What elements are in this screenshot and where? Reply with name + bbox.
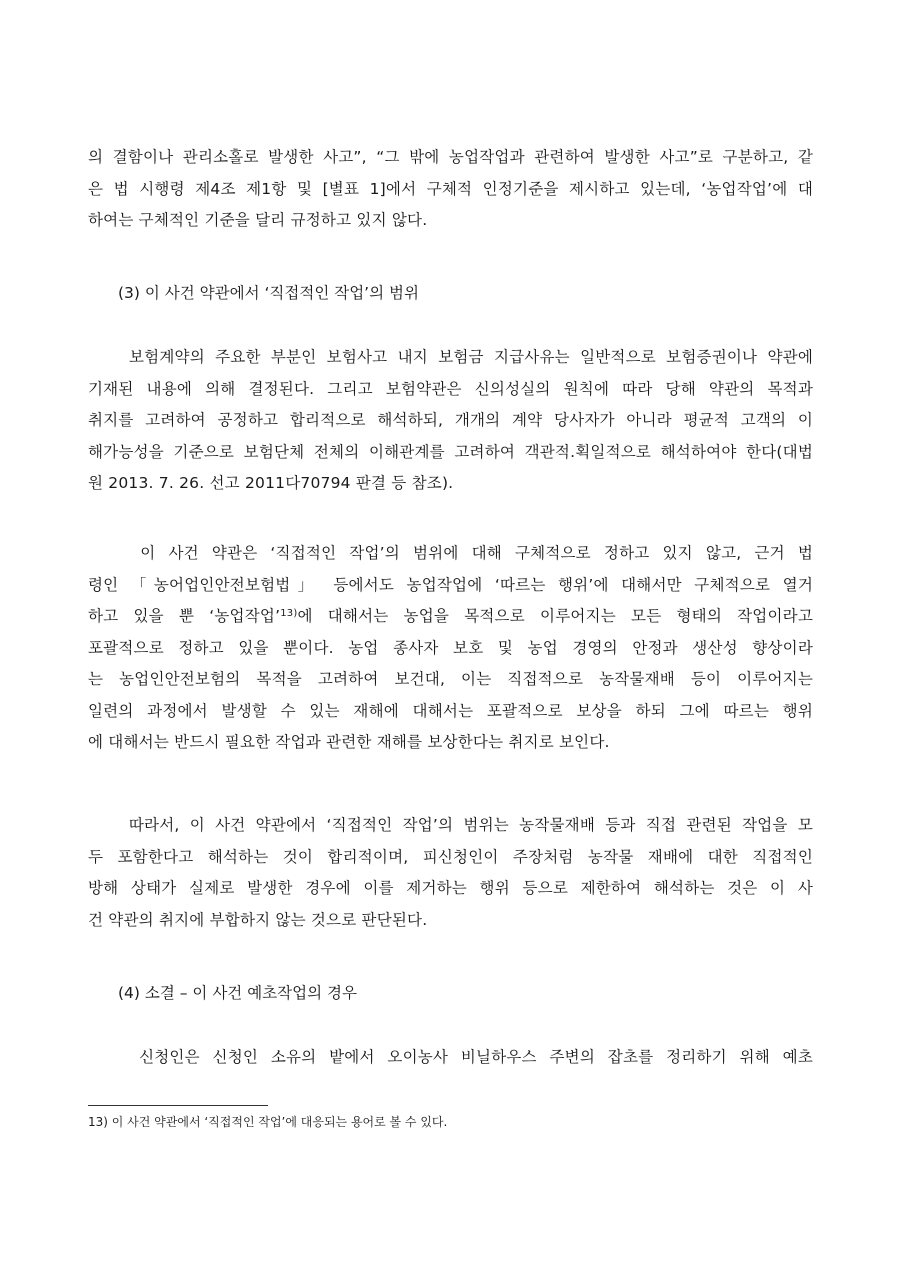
paragraph-4: [88, 810, 813, 936]
text-line: 의 결함이나 관리소홀로 발생한 사고”, “그 밖에 농업작업과 관련하여 발생한 사고”로 구분하고, 같: [88, 148, 813, 166]
paragraph-5: [88, 1042, 813, 1074]
paragraph-3: [88, 538, 813, 759]
text-line: 에 대해서는 반드시 필요한 작업과 관련한 재해를 보상한다는 취지로 보인다.: [88, 733, 610, 751]
text-line: 일련의 과정에서 발생할 수 있는 재해에 대해서는 포괄적으로 보상을 하되 그에 따르는 행위: [88, 701, 813, 720]
text-line: 두 포함한다고 해석하는 것이 합리적이며, 피신청인이 주장처럼 농작물 재배에 대한 직접적인: [88, 847, 813, 866]
text-line: 은 법 시행령 제4조 제1항 및 [별표 1]에서 구체적 인정기준을 제시하고 있는데, ‘농업작업’에 대: [88, 179, 813, 198]
footnote-13: 13) 이 사건 약관에서 ‘직접적인 작업’에 대응되는 용어로 볼 수 있다.: [88, 1115, 448, 1129]
text-segment: 에 대해서는 농업을 목적으로 이루어지는 모든 형태의 작업이라고: [297, 607, 813, 625]
paragraph-1: [88, 142, 813, 237]
text-line: 보험계약의 주요한 부분인 보험사고 내지 보험금 지급사유는 일반적으로 보험증권이나 약관에: [88, 348, 813, 366]
text-line: 는 농업인안전보험의 목적을 고려하여 보건대, 이는 직접적으로 농작물재배 등이 이루어지는: [88, 670, 813, 688]
paragraph-2: [88, 342, 813, 500]
text-line: 방해 상태가 실제로 발생한 경우에 이를 제거하는 행위 등으로 제한하여 해석하는 것은 이 사: [88, 879, 813, 897]
text-line: 원 2013. 7. 26. 선고 2011다70794 판결 등 참조).: [88, 474, 454, 492]
section-heading-4: (4) 소결 – 이 사건 예초작업의 경우: [118, 984, 357, 1002]
text-line: 포괄적으로 정하고 있을 뿐이다. 농업 종사자 보호 및 농업 경영의 안정과 생산성 향상이라: [88, 638, 813, 657]
text-line: 따라서, 이 사건 약관에서 ‘직접적인 작업’의 범위는 농작물재배 등과 직접 관련된 작업을 모: [88, 816, 813, 834]
text-line: 령인 「농어업인안전보험법」 등에서도 농업작업에 ‘따르는 행위’에 대해서만 구체적으로 열거: [88, 575, 813, 594]
text-line: 건 약관의 취지에 부합하지 않는 것으로 판단된다.: [88, 910, 428, 929]
text-line-with-footnote: [88, 601, 813, 633]
text-line: 기재된 내용에 의해 결정된다. 그리고 보험약관은 신의성실의 원칙에 따라 당해 약관의 목적과: [88, 379, 813, 398]
text-line: 해가능성을 기준으로 보험단체 전체의 이해관계를 고려하여 객관적.획일적으로 해석하여야 한다(대법: [88, 442, 813, 461]
footnote-reference[interactable]: 13): [280, 608, 298, 619]
footnote-divider: [88, 1105, 268, 1106]
text-line: 이 사건 약관은 ‘직접적인 작업’의 범위에 대해 구체적으로 정하고 있지 않고, 근거 법: [88, 544, 813, 562]
section-heading-3: (3) 이 사건 약관에서 ‘직접적인 작업’의 범위: [118, 284, 419, 302]
text-segment: 하고 있을 뿐 ‘농업작업’: [88, 607, 281, 625]
text-line: 신청인은 신청인 소유의 밭에서 오이농사 비닐하우스 주변의 잡초를 정리하기 위해 예초: [88, 1048, 813, 1066]
text-line: 취지를 고려하여 공정하고 합리적으로 해석하되, 개개의 계약 당사자가 아니라 평균적 고객의 이: [88, 411, 813, 429]
text-line: 하여는 구체적인 기준을 달리 규정하고 있지 않다.: [88, 211, 428, 229]
